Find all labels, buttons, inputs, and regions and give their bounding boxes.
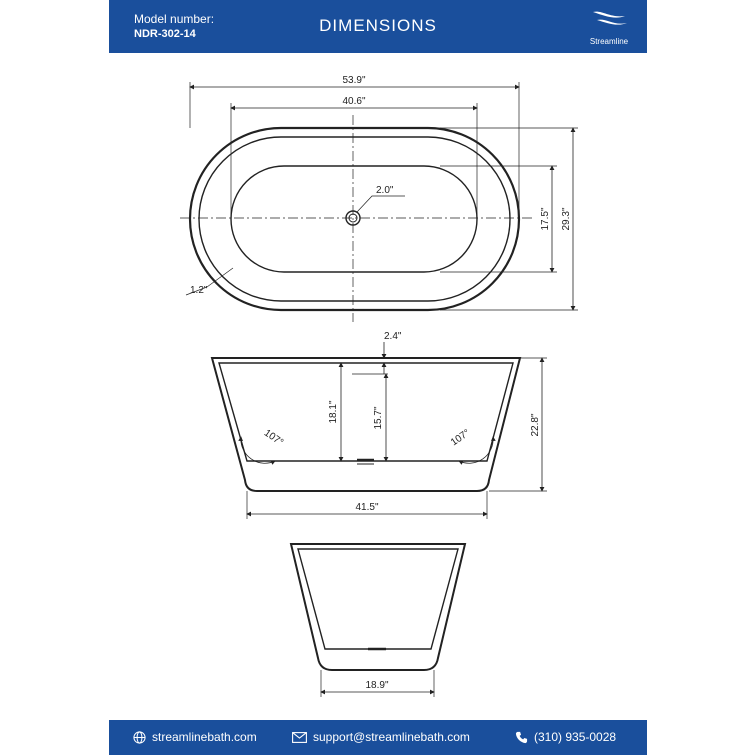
basin-outline <box>231 166 477 272</box>
footer-email[interactable] <box>292 730 470 744</box>
label-inner-depth: 18.1" <box>328 400 339 424</box>
label-base-width: 18.9" <box>365 680 389 691</box>
label-rim: 1.2" <box>190 285 208 296</box>
side-outer-outline <box>212 358 520 491</box>
footer-phone[interactable] <box>515 730 616 744</box>
footer-banner <box>109 720 647 755</box>
label-angle-right: 107° <box>448 427 473 449</box>
phone-icon <box>515 731 528 744</box>
model-label: Model number: <box>134 12 215 26</box>
phone-text: (310) 935-0028 <box>534 730 617 744</box>
side-inner-outline <box>219 363 513 461</box>
mail-icon <box>292 732 307 743</box>
tub-outer-outline <box>190 128 519 310</box>
end-view <box>291 544 465 697</box>
label-base-length: 41.5" <box>355 502 379 513</box>
drain-leader <box>357 196 405 212</box>
end-inner-outline <box>298 549 458 649</box>
label-overall-width: 29.3" <box>561 207 572 231</box>
email-text: support@streamlinebath.com <box>313 730 470 744</box>
label-angle-left: 107° <box>261 427 286 449</box>
label-inner-width: 17.5" <box>540 207 551 231</box>
top-view <box>180 82 578 322</box>
footer-website[interactable] <box>133 730 257 744</box>
end-outer-outline <box>291 544 465 670</box>
globe-icon <box>133 731 146 744</box>
website-text: streamlinebath.com <box>152 730 257 744</box>
label-overall-length: 53.9" <box>342 75 366 86</box>
brand-name: Streamline <box>589 37 629 46</box>
label-drain-offset: 2.4" <box>384 331 402 342</box>
model-number: NDR-302-14 <box>134 28 196 40</box>
tub-rim-inner-outline <box>199 137 510 301</box>
label-drain-depth: 15.7" <box>373 406 384 430</box>
page-title: DIMENSIONS <box>319 16 437 35</box>
label-overall-height: 22.8" <box>530 413 541 437</box>
label-drain: 2.0" <box>376 185 394 196</box>
label-inner-length: 40.6" <box>342 96 366 107</box>
